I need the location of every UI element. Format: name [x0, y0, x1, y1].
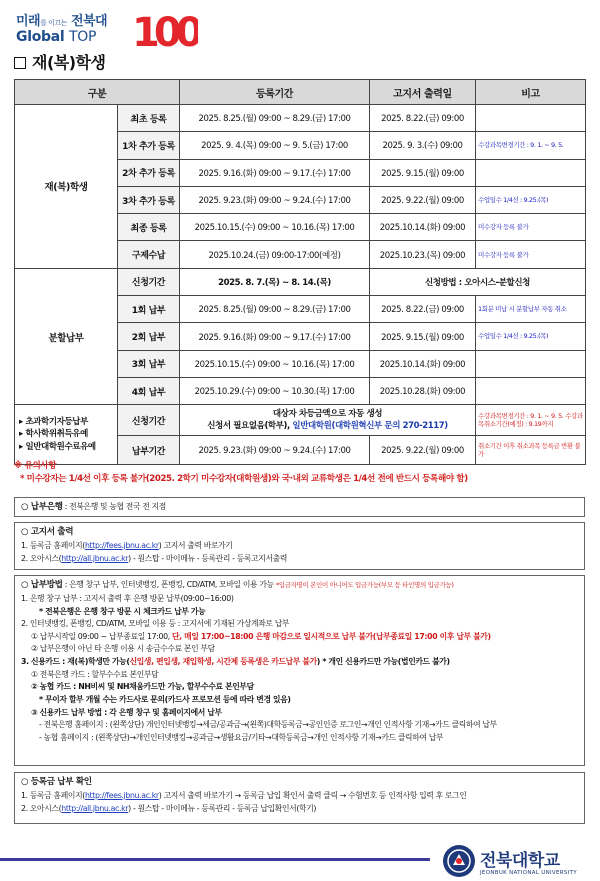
group-returning: 재(복)학생: [15, 105, 118, 269]
method-line: * 무이자 할부 개월 수는 카드사로 문의(카드사 프로모션 등에 따라 변경 있음): [39, 694, 291, 704]
apply3-desc: 대상자 차등금액으로 자동 생성 신청서 필요없음(학부), 일반대학원(대학원혁신부 문의 270-2117): [180, 405, 476, 436]
oasis-link[interactable]: http://all.jbnu.ac.kr: [61, 803, 129, 813]
table-row: [15, 268, 586, 295]
top-100-emblem: [130, 6, 198, 52]
big-number: 100: [132, 10, 198, 52]
bank-box: [14, 497, 585, 517]
table-row: [15, 405, 586, 436]
table-header-row: [15, 80, 586, 105]
row-label: 신청기간: [118, 405, 180, 436]
method-line: - 전북은행 홈페이지 : (왼쪽상단) 개인인터넷뱅킹→세금/공과금→(왼쪽)대학등록금→공인인증 로그인→개인 인적사항 기재→카드 클릭하여 납부: [39, 720, 497, 730]
slogan-logo: [10, 6, 210, 52]
row-note: 수강과목변경기간 : 9. 1. ~ 9. 5. 수강과목취소기간(예정) : 9.19까지: [476, 405, 586, 436]
row-period: 2025. 9.16.(화) 09:00 ~ 9.17.(수) 17:00: [180, 159, 370, 186]
row-note: 1회분 미납 시 분할납부 자동 취소: [476, 296, 586, 323]
row-period: 2025.10.24.(금) 09:00-17:00(예정): [180, 241, 370, 268]
method-line: - 농협 홈페이지 : (왼쪽상단)→개인인터넷뱅킹→공과금→생활요금/기타→대학등록금→개인 인적사항 기재→카드 클릭하여 납부: [39, 732, 444, 742]
row-print: 2025.10.14.(화) 09:00: [370, 350, 476, 377]
row-note: 취소기간 이후 취소과목 등록금 반환 불가: [476, 436, 586, 465]
row-note: 미수강자 등록 불가: [476, 214, 586, 241]
caution: [14, 460, 585, 486]
row-label: 납부기간: [118, 436, 180, 465]
row-label: 4회 납부: [118, 377, 180, 404]
university-name-en: JEONBUK NATIONAL UNIVERSITY: [480, 870, 577, 876]
row-note: 수업일수 1/4선 : 9.25.(목): [476, 186, 586, 213]
row-period: 2025. 8.25.(월) 09:00 ~ 8.29.(금) 17:00: [180, 296, 370, 323]
row-period: 2025.10.29.(수) 09:00 ~ 10.30.(목) 17:00: [180, 377, 370, 404]
row-print: 2025. 9.15.(월) 09:00: [370, 159, 476, 186]
fees-link[interactable]: http://fees.jbnu.ac.kr: [84, 540, 159, 550]
row-note: [476, 350, 586, 377]
bill-box: [14, 522, 585, 570]
university-logo: [440, 842, 590, 880]
group-extra-item: ▸ 일반대학원수료유예: [19, 442, 96, 453]
oasis-link[interactable]: http://all.jbnu.ac.kr: [61, 553, 129, 563]
method-line: 1. 은행 창구 납부 : 고지서 출력 후 은행 방문 납부(09:00~16:00): [21, 593, 234, 603]
row-print: 2025. 9.22.(월) 09:00: [370, 436, 476, 465]
header-note: 비고: [476, 80, 586, 105]
row-print: 2025. 9.15.(월) 09:00: [370, 323, 476, 350]
confirm-line-1: 1. 등록금 홈페이지(http://fees.jbnu.ac.kr) 고지서 출력 바로가기 → 등록금 납입 확인서 출력 클릭 → 수험번호 등 인적사항 입력 후 로그인: [21, 790, 467, 800]
row-label: 2차 추가 등록: [118, 159, 180, 186]
bill-line-2: 2. 오아시스(http://all.jbnu.ac.kr) - 원스탑 - 마이메뉴 - 등록관리 - 등록고지서출력: [21, 553, 288, 563]
header-print-date: 고지서 출력일: [370, 80, 476, 105]
row-label: 신청기간: [118, 268, 180, 295]
method-line: * 전북은행은 은행 창구 방문 시 체크카드 납부 가능: [39, 606, 206, 616]
row-note: 수업일수 1/4선 : 9.25.(목): [476, 323, 586, 350]
caution-title: ※ 유의사항: [14, 461, 57, 471]
row-period: 2025. 9.23.(화) 09:00 ~ 9.24.(수) 17:00: [180, 436, 370, 465]
bank-title: ○ 납부은행: [21, 502, 63, 512]
header-period: 등록기간: [180, 80, 370, 105]
caution-text: * 미수강자는 1/4선 이후 등록 불가(2025. 2학기 미수강자(대학원생)와 국·내외 교류학생은 1/4선 전에 반드시 등록해야 함): [20, 473, 468, 484]
row-label: 최종 등록: [118, 214, 180, 241]
group-extra: [15, 405, 118, 465]
method-line: 2. 인터넷뱅킹, 폰뱅킹, CD/ATM, 모바일 이용 등 : 고지서에 기재된 가상계좌로 납부: [21, 619, 290, 629]
row-label: 3차 추가 등록: [118, 186, 180, 213]
row-print: 2025.10.28.(화) 09:00: [370, 377, 476, 404]
row-period: 2025. 8.25.(월) 09:00 ~ 8.29.(금) 17:00: [180, 105, 370, 132]
row-label: 1차 추가 등록: [118, 132, 180, 159]
slogan-global: Global TOP: [16, 29, 97, 45]
row-label: 3회 납부: [118, 350, 180, 377]
confirm-box: [14, 772, 585, 824]
footer-bar: [0, 858, 430, 863]
bank-text: : 전북은행 및 농협 전국 전 지점: [64, 502, 166, 511]
apply-method: 신청방법 : 오아시스-분할신청: [370, 268, 586, 295]
university-name: 전북대학교: [480, 851, 560, 871]
section-title: 재(복)학생: [14, 50, 105, 73]
header-category: 구분: [15, 80, 180, 105]
method-line: ② 납부은행이 아닌 타 은행 이용 시 송금수수료 본인 부담: [31, 644, 215, 654]
row-period: 2025. 9.23.(화) 09:00 ~ 9.24.(수) 17:00: [180, 186, 370, 213]
row-period: 2025. 9.16.(화) 09:00 ~ 9.17.(수) 17:00: [180, 323, 370, 350]
row-label: 2회 납부: [118, 323, 180, 350]
bill-title: ○ 고지서 출력: [21, 527, 74, 537]
row-note: 미수강자 등록 불가: [476, 241, 586, 268]
row-label: 1회 납부: [118, 296, 180, 323]
group-extra-item: ▸ 초과학기자등납부: [19, 416, 88, 427]
row-print: 2025. 8.22.(금) 09:00: [370, 296, 476, 323]
university-seal-icon: [442, 844, 476, 878]
row-note: [476, 159, 586, 186]
confirm-title: ○ 등록금 납부 확인: [21, 777, 92, 787]
apply-period: 2025. 8. 7.(목) ~ 8. 14.(목): [180, 268, 370, 295]
row-period: 2025.10.15.(수) 09:00 ~ 10.16.(목) 17:00: [180, 214, 370, 241]
group-installment: 분할납부: [15, 268, 118, 404]
table-row: [15, 105, 586, 132]
row-label: 구제수납: [118, 241, 180, 268]
confirm-line-2: 2. 오아시스(http://all.jbnu.ac.kr) - 원스탑 - 마이메뉴 - 등록관리 - 등록금 납입확인서(학기): [21, 803, 317, 813]
row-note: [476, 377, 586, 404]
schedule-table: [14, 79, 586, 465]
row-print: 2025. 9. 3.(수) 09:00: [370, 132, 476, 159]
bill-line-1: 1. 등록금 홈페이지(http://fees.jbnu.ac.kr) 고지서 출력 바로가기: [21, 540, 233, 550]
row-period: 2025.10.15.(수) 09:00 ~ 10.16.(목) 17:00: [180, 350, 370, 377]
row-print: 2025. 8.22.(금) 09:00: [370, 105, 476, 132]
slogan-korean: 미래를 이끄는 전북대: [16, 14, 108, 29]
row-print: 2025. 9.22.(월) 09:00: [370, 186, 476, 213]
row-note: 수강과목변경기간 : 9. 1. ~ 9. 5.: [476, 132, 586, 159]
row-print: 2025.10.23.(목) 09:00: [370, 241, 476, 268]
checkbox-icon: [14, 57, 26, 69]
fees-link[interactable]: http://fees.jbnu.ac.kr: [84, 790, 159, 800]
group-extra-item: ▸ 학사학위취득유예: [19, 429, 88, 440]
method-line: ① 전북은행 카드 : 할부수수료 본인부담: [31, 669, 159, 679]
method-line: ② 농협 카드 : NH비씨 및 NH채움카드만 가능, 할부수수료 본인부담: [31, 682, 254, 692]
method-line: ③ 신용카드 납부 방법 : 각 은행 창구 및 홈페이지에서 납부: [31, 707, 222, 717]
method-box: ○ 납부방법 : 은행 창구 납부, 인터넷뱅킹, 폰뱅킹, CD/ATM, 모바일 이용 가능 *입금자명이 본인이 아니어도 입금가능(부모 등 타인명의 입금가능) 1. 은행 창구 납부 : 고지서 출력 후 은행 방문 납부(09:00~16:00) * 전북은행은 은행 창구 방문 시 체크카드 납부 가능 2. 인터넷뱅킹, 폰뱅킹, CD/ATM, 모바일 이용 등 : 고지서에 기재된 가상계좌로 납부 ① 납부시작일 09:00 ~ 납부종료일 17:00, 단, 매일 17:00~18:00 은행 마감으로 일시적으로 납부 불가(납부종료일 17:00 이후 납부 불가) ② 납부은행이 아닌 타 은행 이용 시 송금수수료 본인 부담 3. 신용카드 : 재(복)학생만 가능(신입생, 편입생, 재입학생, 시간제 등록생은 카드납부 불가) * 개인 신용카드만 가능(법인카드 불가) ① 전북은행 카드 : 할부수수료 본인부담 ② 농협 카드 : NH비씨 및 NH채움카드만 가능, 할부수수료 본인부담 * 무이자 할부 개월 수는 카드사로 문의(카드사 프로모션 등에 따라 변경 있음) ③ 신용카드 납부 방법 : 각 은행 창구 및 홈페이지에서 납부 - 전북은행 홈페이지 : (왼쪽상단) 개인인터넷뱅킹→세금/공과금→(왼쪽)대학등록금→공인인증 로그인→개인 인적사항 기재→카드 클릭하여 납부 - 농협 홈페이지 : (왼쪽상단)→개인인터넷뱅킹→공과금→생활요금/기타→대학등록금→개인 인적사항 기재→카드 클릭하여 납부: [14, 575, 585, 766]
row-label: 최초 등록: [118, 105, 180, 132]
row-print: 2025.10.14.(화) 09:00: [370, 214, 476, 241]
row-note: [476, 105, 586, 132]
row-period: 2025. 9. 4.(목) 09:00 ~ 9. 5.(금) 17:00: [180, 132, 370, 159]
